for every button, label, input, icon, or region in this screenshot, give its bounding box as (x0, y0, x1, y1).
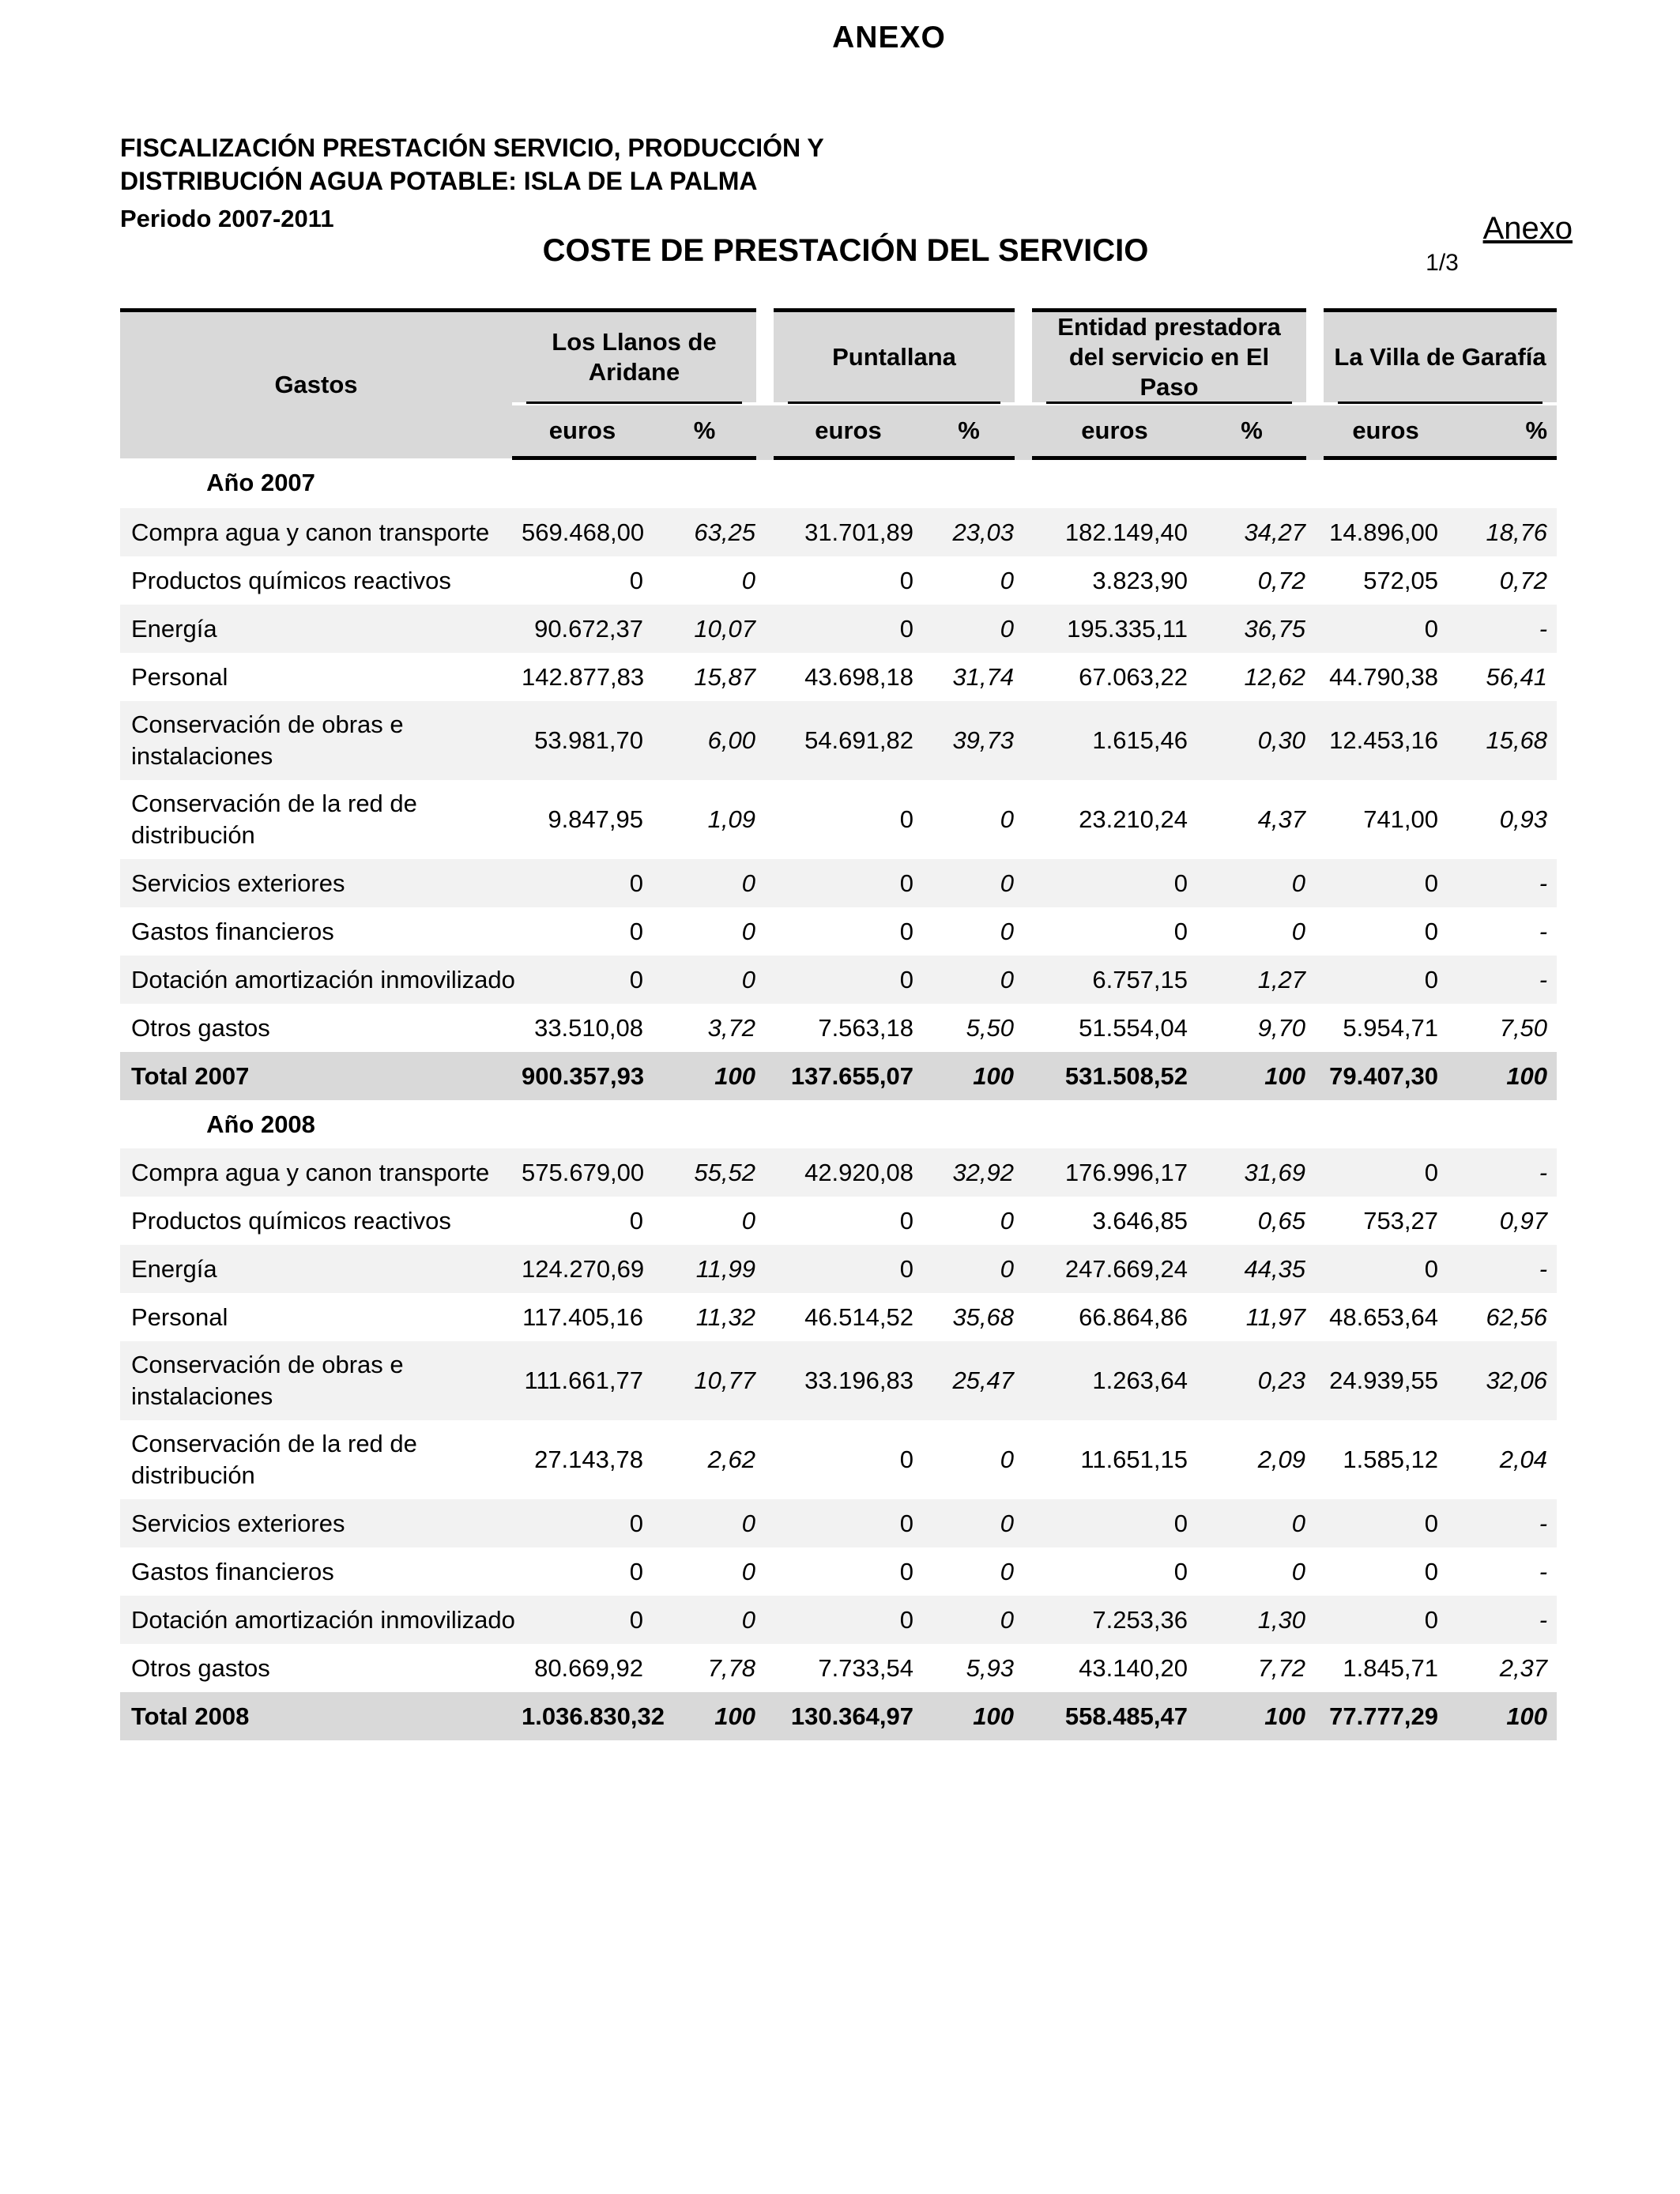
percent-cell: 11,32 (695, 1302, 755, 1331)
euros-cell: 66.864,86 (1079, 1302, 1188, 1331)
percent-cell: 0,72 (1257, 566, 1306, 594)
percent-cell: - (1448, 956, 1557, 1004)
percent-cell: 0 (923, 859, 1023, 907)
table-row (120, 1420, 1557, 1499)
percent-cell: 0 (1000, 805, 1015, 833)
euros-cell: 0 (629, 917, 643, 945)
euros-cell: 79.407,30 (1315, 1052, 1448, 1100)
euros-cell: 48.653,64 (1329, 1302, 1439, 1331)
euros-cell: 67.063,22 (1079, 662, 1188, 691)
percent-cell: 9,70 (1257, 1013, 1306, 1042)
euros-cell: 0 (899, 805, 913, 833)
percent-cell: 31,69 (1197, 1148, 1315, 1197)
percent-cell: 0 (741, 566, 755, 594)
table-row (120, 1547, 1557, 1596)
row-label: Compra agua y canon transporte (120, 1148, 512, 1197)
year-label: Año 2007 (206, 469, 315, 497)
percent-cell: 44,35 (1197, 1245, 1315, 1293)
euros-cell: 43.140,20 (1079, 1653, 1188, 1682)
euros-cell: 24.939,55 (1315, 1341, 1448, 1420)
table-row (120, 701, 1557, 780)
total-row (120, 1692, 1557, 1740)
euros-cell: 1.845,71 (1343, 1653, 1439, 1682)
euros-cell: 3.646,85 (1092, 1206, 1188, 1235)
percent-cell: 0 (741, 1206, 755, 1235)
percent-cell: 0,97 (1499, 1206, 1548, 1235)
percent-cell: 36,75 (1197, 605, 1315, 653)
row-label: Servicios exteriores (120, 859, 512, 907)
euros-cell: 53.981,70 (512, 701, 653, 780)
percent-cell: - (1448, 1245, 1557, 1293)
euros-cell: 117.405,16 (522, 1302, 643, 1331)
empty-cell (1448, 1100, 1557, 1148)
euros-cell: 1.036.830,32 (512, 1692, 653, 1740)
empty-cell (1197, 458, 1315, 509)
table-row (120, 780, 1557, 859)
row-label: Otros gastos (131, 1013, 270, 1042)
percent-cell: 100 (1197, 1692, 1315, 1740)
row-label: Compra agua y canon transporte (120, 508, 512, 556)
row-label: Dotación amortización inmovilizado (120, 1596, 512, 1644)
percent-cell: 6,00 (653, 701, 765, 780)
euros-cell: 0 (899, 1446, 913, 1473)
euros-cell: 0 (1424, 1557, 1439, 1585)
euros-cell: 124.270,69 (512, 1245, 653, 1293)
euros-cell: 569.468,00 (512, 508, 653, 556)
euros-cell: 0 (512, 1596, 653, 1644)
percent-cell: 0,72 (1499, 566, 1548, 594)
percent-cell: 12,62 (1244, 662, 1306, 691)
percent-cell: 0 (1000, 1206, 1015, 1235)
percent-cell: 0 (923, 1245, 1023, 1293)
row-label: Conservación de obras e instalaciones (120, 701, 512, 780)
euros-cell: 33.510,08 (534, 1013, 643, 1042)
header-gastos: Gastos (120, 311, 512, 458)
year-row (120, 458, 1557, 509)
table-row (120, 556, 1557, 605)
euros-cell: 0 (765, 956, 923, 1004)
euros-cell: 195.335,11 (1023, 605, 1197, 653)
header-group-los-llanos (512, 311, 765, 405)
annex-page-number: 1/3 (1426, 250, 1459, 276)
percent-cell: 11,97 (1245, 1302, 1306, 1331)
percent-cell: 15,87 (694, 662, 755, 691)
percent-cell: 11,99 (653, 1245, 765, 1293)
euros-cell: 0 (765, 859, 923, 907)
table-body (120, 458, 1557, 1741)
percent-cell: - (1448, 1499, 1557, 1547)
euros-cell: 11.651,15 (1080, 1446, 1188, 1473)
header-group-el-paso-label: Entidad prestadora del servicio en El Paso (1057, 313, 1281, 401)
table-row (120, 1197, 1557, 1245)
header-group-underline (1338, 401, 1543, 404)
euros-cell: 0 (512, 956, 653, 1004)
report-title-line-1: FISCALIZACIÓN PRESTACIÓN SERVICIO, PRODUCCIÓN Y (120, 134, 824, 162)
percent-cell: 0 (653, 1596, 765, 1644)
header-pct-puntallana: % (923, 404, 1023, 458)
percent-cell: 34,27 (1197, 508, 1315, 556)
header-euros-los-llanos: euros (512, 404, 653, 458)
euros-cell: 741,00 (1363, 805, 1439, 833)
euros-cell: 42.920,08 (765, 1148, 923, 1197)
percent-cell: 0 (653, 1499, 765, 1547)
empty-cell (1197, 1100, 1315, 1148)
euros-cell: 0 (765, 1245, 923, 1293)
euros-cell: 27.143,78 (534, 1446, 643, 1473)
percent-cell: 32,06 (1448, 1341, 1557, 1420)
percent-cell: 100 (1197, 1052, 1315, 1100)
euros-cell: 142.877,83 (522, 662, 645, 691)
row-label: Otros gastos (131, 1653, 270, 1682)
percent-cell: 10,77 (653, 1341, 765, 1420)
percent-cell: 63,25 (653, 508, 765, 556)
euros-cell: 0 (629, 566, 643, 594)
euros-cell: 7.733,54 (818, 1653, 913, 1682)
euros-cell: 0 (512, 1499, 653, 1547)
percent-cell: 0 (923, 956, 1023, 1004)
percent-cell: 1,27 (1197, 956, 1315, 1004)
percent-cell: 0 (1291, 1557, 1306, 1585)
table-header (120, 311, 1557, 458)
empty-cell (923, 1100, 1023, 1148)
euros-cell: 90.672,37 (512, 605, 653, 653)
percent-cell: 0,65 (1257, 1206, 1306, 1235)
euros-cell: 43.698,18 (804, 662, 913, 691)
percent-cell: 0 (1291, 917, 1306, 945)
euros-cell: 0 (899, 566, 913, 594)
header-pct-el-paso: % (1197, 404, 1315, 458)
percent-cell: 0,93 (1499, 805, 1548, 833)
percent-cell: - (1448, 859, 1557, 907)
table-row (120, 956, 1557, 1004)
header-pct-los-llanos: % (653, 404, 765, 458)
percent-cell: 55,52 (653, 1148, 765, 1197)
percent-cell: 100 (653, 1692, 765, 1740)
row-label: Conservación de la red de distribución (131, 790, 417, 849)
document-title: ANEXO (832, 21, 946, 55)
euros-cell: 46.514,52 (804, 1302, 913, 1331)
empty-cell (1448, 458, 1557, 509)
euros-cell: 753,27 (1363, 1206, 1439, 1235)
row-label: Dotación amortización inmovilizado (120, 956, 512, 1004)
percent-cell: 23,03 (923, 508, 1023, 556)
euros-cell: 0 (1315, 1148, 1448, 1197)
percent-cell: 2,04 (1499, 1446, 1548, 1473)
header-group-underline (788, 401, 1000, 404)
header-euros-puntallana: euros (765, 404, 923, 458)
empty-cell (1315, 458, 1448, 509)
percent-cell: 0 (923, 1596, 1023, 1644)
report-title-line-2: DISTRIBUCIÓN AGUA POTABLE: ISLA DE LA PALMA (120, 167, 758, 195)
euros-cell: 1.585,12 (1343, 1446, 1439, 1473)
percent-cell: 5,50 (966, 1013, 1015, 1042)
percent-cell: 2,09 (1257, 1446, 1306, 1473)
header-group-garafia-label: La Villa de Garafía (1334, 343, 1546, 371)
empty-cell (1315, 1100, 1448, 1148)
euros-cell: 0 (899, 1206, 913, 1235)
row-label: Total 2007 (120, 1052, 512, 1100)
percent-cell: 18,76 (1448, 508, 1557, 556)
table-row (120, 1596, 1557, 1644)
empty-cell (653, 458, 765, 509)
euros-cell: 0 (1173, 1557, 1188, 1585)
header-group-underline (526, 401, 742, 404)
percent-cell: 2,37 (1499, 1653, 1548, 1682)
row-label: Personal (131, 1302, 228, 1331)
euros-cell: 0 (1023, 1499, 1197, 1547)
row-label: Conservación de obras e instalaciones (120, 1341, 512, 1420)
euros-cell: 531.508,52 (1023, 1052, 1197, 1100)
euros-cell: 44.790,38 (1329, 662, 1439, 691)
euros-cell: 0 (1315, 1245, 1448, 1293)
percent-cell: 0 (1000, 1446, 1015, 1473)
euros-cell: 1.615,46 (1023, 701, 1197, 780)
header-group-el-paso (1023, 311, 1315, 405)
row-label: Gastos financieros (131, 1557, 334, 1585)
percent-cell: 1,30 (1197, 1596, 1315, 1644)
euros-cell: 0 (1315, 859, 1448, 907)
percent-cell: 2,62 (707, 1446, 755, 1473)
percent-cell: 39,73 (923, 701, 1023, 780)
euros-cell: 1.263,64 (1023, 1341, 1197, 1420)
euros-cell: 558.485,47 (1023, 1692, 1197, 1740)
row-label: Total 2008 (120, 1692, 512, 1740)
euros-cell: 130.364,97 (765, 1692, 923, 1740)
row-label: Productos químicos reactivos (131, 1206, 451, 1235)
euros-cell: 77.777,29 (1315, 1692, 1448, 1740)
percent-cell: 5,93 (966, 1653, 1015, 1682)
euros-cell: 9.847,95 (548, 805, 643, 833)
euros-cell: 80.669,92 (534, 1653, 643, 1682)
percent-cell: 0 (923, 1499, 1023, 1547)
header-group-garafia (1315, 311, 1557, 405)
empty-cell (653, 1100, 765, 1148)
header-group-puntallana (765, 311, 1023, 405)
percent-cell: 0 (1000, 917, 1015, 945)
euros-cell: 137.655,07 (765, 1052, 923, 1100)
row-label: Servicios exteriores (120, 1499, 512, 1547)
period-label: Periodo 2007-2011 (120, 205, 334, 232)
percent-cell: 100 (923, 1692, 1023, 1740)
euros-cell: 3.823,90 (1092, 566, 1188, 594)
euros-cell: 54.691,82 (765, 701, 923, 780)
percent-cell: 0 (923, 605, 1023, 653)
percent-cell: 0 (653, 956, 765, 1004)
euros-cell: 6.757,15 (1023, 956, 1197, 1004)
table-row (120, 859, 1557, 907)
table-row (120, 1245, 1557, 1293)
percent-cell: 7,50 (1499, 1013, 1548, 1042)
euros-cell: 0 (1173, 917, 1188, 945)
percent-cell: - (1448, 605, 1557, 653)
table-row (120, 605, 1557, 653)
percent-cell: 32,92 (923, 1148, 1023, 1197)
euros-cell: 7.563,18 (818, 1013, 913, 1042)
row-label: Productos químicos reactivos (131, 566, 451, 594)
table-row (120, 508, 1557, 556)
percent-cell: - (1448, 1148, 1557, 1197)
percent-cell: 0 (653, 859, 765, 907)
percent-cell: 0 (1000, 566, 1015, 594)
euros-cell: 0 (512, 859, 653, 907)
percent-cell: 0 (741, 1557, 755, 1585)
year-label: Año 2008 (206, 1110, 315, 1138)
table-row (120, 1644, 1557, 1692)
percent-cell: 7,78 (707, 1653, 755, 1682)
percent-cell: 0 (741, 917, 755, 945)
euros-cell: 0 (765, 605, 923, 653)
euros-cell: 0 (765, 1596, 923, 1644)
report-title (120, 131, 989, 198)
euros-cell: 0 (1424, 917, 1439, 945)
percent-cell: - (1448, 1596, 1557, 1644)
empty-cell (765, 458, 923, 509)
percent-cell: 62,56 (1486, 1302, 1548, 1331)
year-row (120, 1100, 1557, 1148)
euros-cell: 900.357,93 (512, 1052, 653, 1100)
euros-cell: 23.210,24 (1079, 805, 1188, 833)
table-row (120, 1004, 1557, 1052)
header-group-underline (1046, 401, 1292, 404)
header-euros-el-paso: euros (1023, 404, 1197, 458)
euros-cell: 12.453,16 (1315, 701, 1448, 780)
total-row (120, 1052, 1557, 1100)
euros-cell: 176.996,17 (1023, 1148, 1197, 1197)
percent-cell: 100 (1448, 1052, 1557, 1100)
percent-cell: 0 (1197, 1499, 1315, 1547)
percent-cell: 7,72 (1257, 1653, 1306, 1682)
euros-cell: 0 (899, 917, 913, 945)
empty-cell (765, 1100, 923, 1148)
euros-cell: 33.196,83 (765, 1341, 923, 1420)
section-title: COSTE DE PRESTACIÓN DEL SERVICIO (542, 233, 1149, 268)
header-group-puntallana-label: Puntallana (832, 343, 956, 371)
euros-cell: 0 (1315, 956, 1448, 1004)
percent-cell: 0 (1197, 859, 1315, 907)
percent-cell: 25,47 (923, 1341, 1023, 1420)
empty-cell (1023, 1100, 1197, 1148)
euros-cell: 182.149,40 (1023, 508, 1197, 556)
percent-cell: - (1539, 917, 1548, 945)
empty-cell (923, 458, 1023, 509)
euros-cell: 0 (1023, 859, 1197, 907)
header-pct-garafia: % (1448, 404, 1557, 458)
percent-cell: 10,07 (653, 605, 765, 653)
percent-cell: 0,23 (1197, 1341, 1315, 1420)
percent-cell: - (1539, 1557, 1548, 1585)
table-row (120, 907, 1557, 956)
row-label: Personal (131, 662, 228, 691)
euros-cell: 0 (1315, 1499, 1448, 1547)
euros-cell: 0 (629, 1206, 643, 1235)
row-label: Energía (120, 605, 512, 653)
row-label: Energía (120, 1245, 512, 1293)
percent-cell: 100 (653, 1052, 765, 1100)
euros-cell: 0 (629, 1557, 643, 1585)
euros-cell: 7.253,36 (1023, 1596, 1197, 1644)
empty-cell (1023, 458, 1197, 509)
euros-cell: 31.701,89 (765, 508, 923, 556)
euros-cell: 0 (1315, 605, 1448, 653)
empty-cell (512, 1100, 653, 1148)
euros-cell: 14.896,00 (1315, 508, 1448, 556)
percent-cell: 4,37 (1257, 805, 1306, 833)
annex-label: Anexo (1482, 211, 1573, 246)
row-label: Conservación de la red de distribución (131, 1430, 417, 1489)
euros-cell: 247.669,24 (1023, 1245, 1197, 1293)
table-row (120, 1341, 1557, 1420)
table-row (120, 1293, 1557, 1341)
table-row (120, 653, 1557, 701)
table-row (120, 1148, 1557, 1197)
euros-cell: 575.679,00 (512, 1148, 653, 1197)
euros-cell: 51.554,04 (1079, 1013, 1188, 1042)
euros-cell: 111.661,77 (512, 1341, 653, 1420)
euros-cell: 0 (899, 1557, 913, 1585)
percent-cell: 56,41 (1486, 662, 1548, 691)
percent-cell: 100 (923, 1052, 1023, 1100)
row-label: Gastos financieros (131, 917, 334, 945)
percent-cell: 0 (1000, 1557, 1015, 1585)
euros-cell: 0 (765, 1499, 923, 1547)
percent-cell: 1,09 (707, 805, 755, 833)
header-euros-garafia: euros (1315, 404, 1448, 458)
percent-cell: 35,68 (952, 1302, 1015, 1331)
percent-cell: 100 (1448, 1692, 1557, 1740)
euros-cell: 5.954,71 (1343, 1013, 1439, 1042)
percent-cell: 0,30 (1197, 701, 1315, 780)
percent-cell: 3,72 (707, 1013, 755, 1042)
header-group-los-llanos-label: Los Llanos de Aridane (552, 328, 717, 386)
euros-cell: 0 (1315, 1596, 1448, 1644)
empty-cell (512, 458, 653, 509)
percent-cell: 31,74 (952, 662, 1015, 691)
table-row (120, 1499, 1557, 1547)
percent-cell: 15,68 (1448, 701, 1557, 780)
euros-cell: 572,05 (1363, 566, 1439, 594)
cost-table (120, 308, 1557, 1740)
